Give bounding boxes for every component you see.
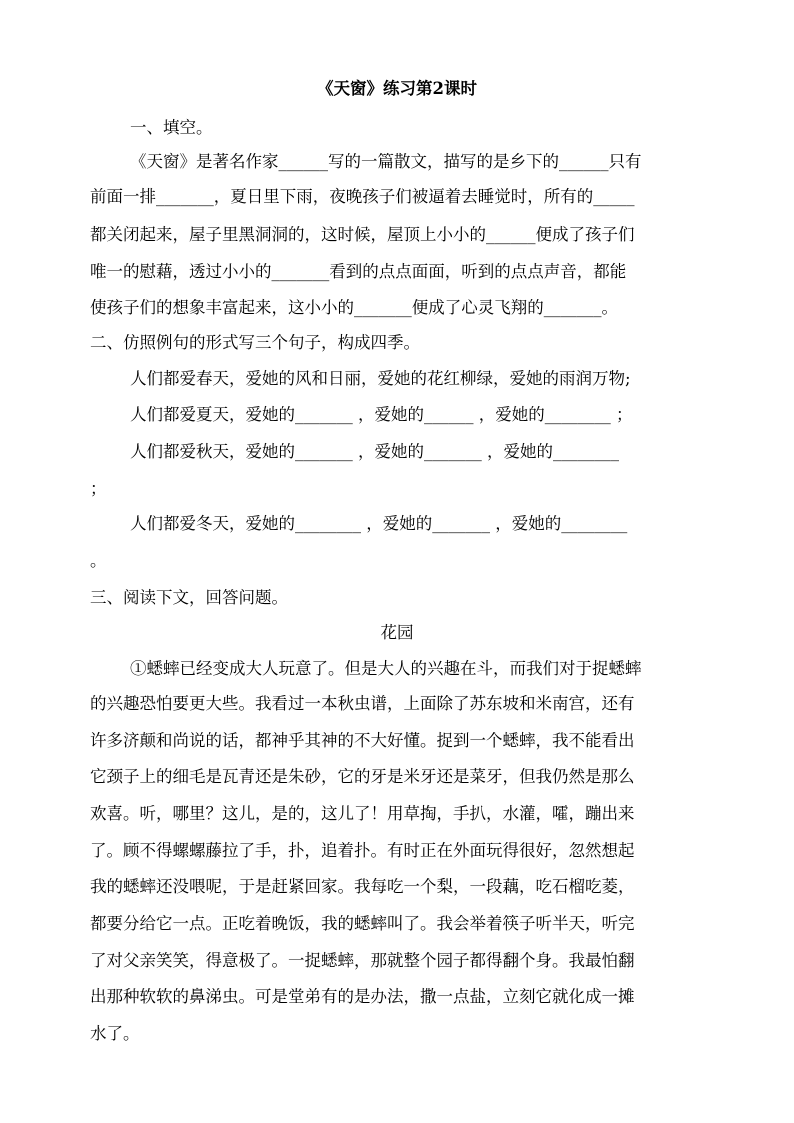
passage-line: 出那种软软的鼻涕虫。可是堂弟有的是办法，撒一点盐，立刻它就化成一摊	[90, 987, 635, 1006]
passage-line: 欢喜。听，哪里？这儿，是的，这儿了！用草掏，手扒，水灌，嚯，蹦出来	[90, 804, 635, 823]
section2-example: 人们都爱春天，爱她的风和日丽，爱她的花红柳绿，爱她的雨润万物;	[130, 369, 631, 388]
passage-line: 了。顾不得螺螺藤拉了手，扑，追着扑。有时正在外面玩得很好，忽然想起	[90, 841, 635, 860]
section1-line: 使孩子们的想象丰富起来，这小小的_______便成了心灵飞翔的_______。	[90, 298, 618, 317]
passage-line: 的兴趣恐怕要更大些。我看过一本秋虫谱，上面除了苏东坡和米南宫，还有	[90, 694, 635, 713]
section1-heading: 一、填空。	[130, 118, 213, 137]
section2-autumn-line: 人们都爱秋天，爱她的_______ ，爱她的_______ ，爱她的________	[130, 442, 619, 461]
passage-line: 我的蟋蟀还没喂呢，于是赶紧回家。我每吃一个梨，一段藕，吃石榴吃菱，	[90, 877, 635, 896]
section2-autumn-end: ；	[90, 479, 107, 498]
section1-line: 都关闭起来，屋子里黑洞洞的，这时候，屋顶上小小的______便成了孩子们	[90, 225, 635, 244]
section1-line: 《天窗》是著名作家______写的一篇散文，描写的是乡下的______只有	[130, 152, 642, 171]
passage-line: 许多济颠和尚说的话，都神乎其神的不大好懂。捉到一个蟋蟀，我不能看出	[90, 731, 635, 750]
section3-heading: 三、阅读下文，回答问题。	[90, 588, 288, 607]
section2-summer-line: 人们都爱夏天，爱她的_______ ，爱她的______ ，爱她的________ ；	[130, 405, 633, 424]
document-title: 《天窗》练习第2课时	[317, 79, 477, 98]
passage-title: 花园	[380, 623, 414, 642]
section2-heading: 二、仿照例句的形式写三个句子，构成四季。	[90, 333, 420, 352]
passage-line: 它颈子上的细毛是瓦青还是朱砂，它的牙是米牙还是菜牙，但我仍然是那么	[90, 767, 635, 786]
passage-line: 都要分给它一点。正吃着晚饭，我的蟋蟀叫了。我会举着筷子听半天，听完	[90, 914, 635, 933]
section2-winter-line: 人们都爱冬天，爱她的________ ，爱她的_______ ，爱她的________	[130, 514, 628, 533]
passage-line: 了对父亲笑笑，得意极了。一捉蟋蟀，那就整个园子都得翻个身。我最怕翻	[90, 951, 635, 970]
section2-winter-end: 。	[90, 551, 107, 570]
passage-line: 水了。	[90, 1024, 140, 1043]
section1-line: 前面一排_______，夏日里下雨，夜晚孩子们被逼着去睡觉时，所有的_____	[90, 187, 635, 206]
section1-line: 唯一的慰藉，透过小小的_______看到的点点面面，听到的点点声音，都能	[90, 262, 627, 281]
passage-line: ①蟋蟀已经变成大人玩意了。但是大人的兴趣在斗，而我们对于捉蟋蟀	[130, 659, 642, 678]
